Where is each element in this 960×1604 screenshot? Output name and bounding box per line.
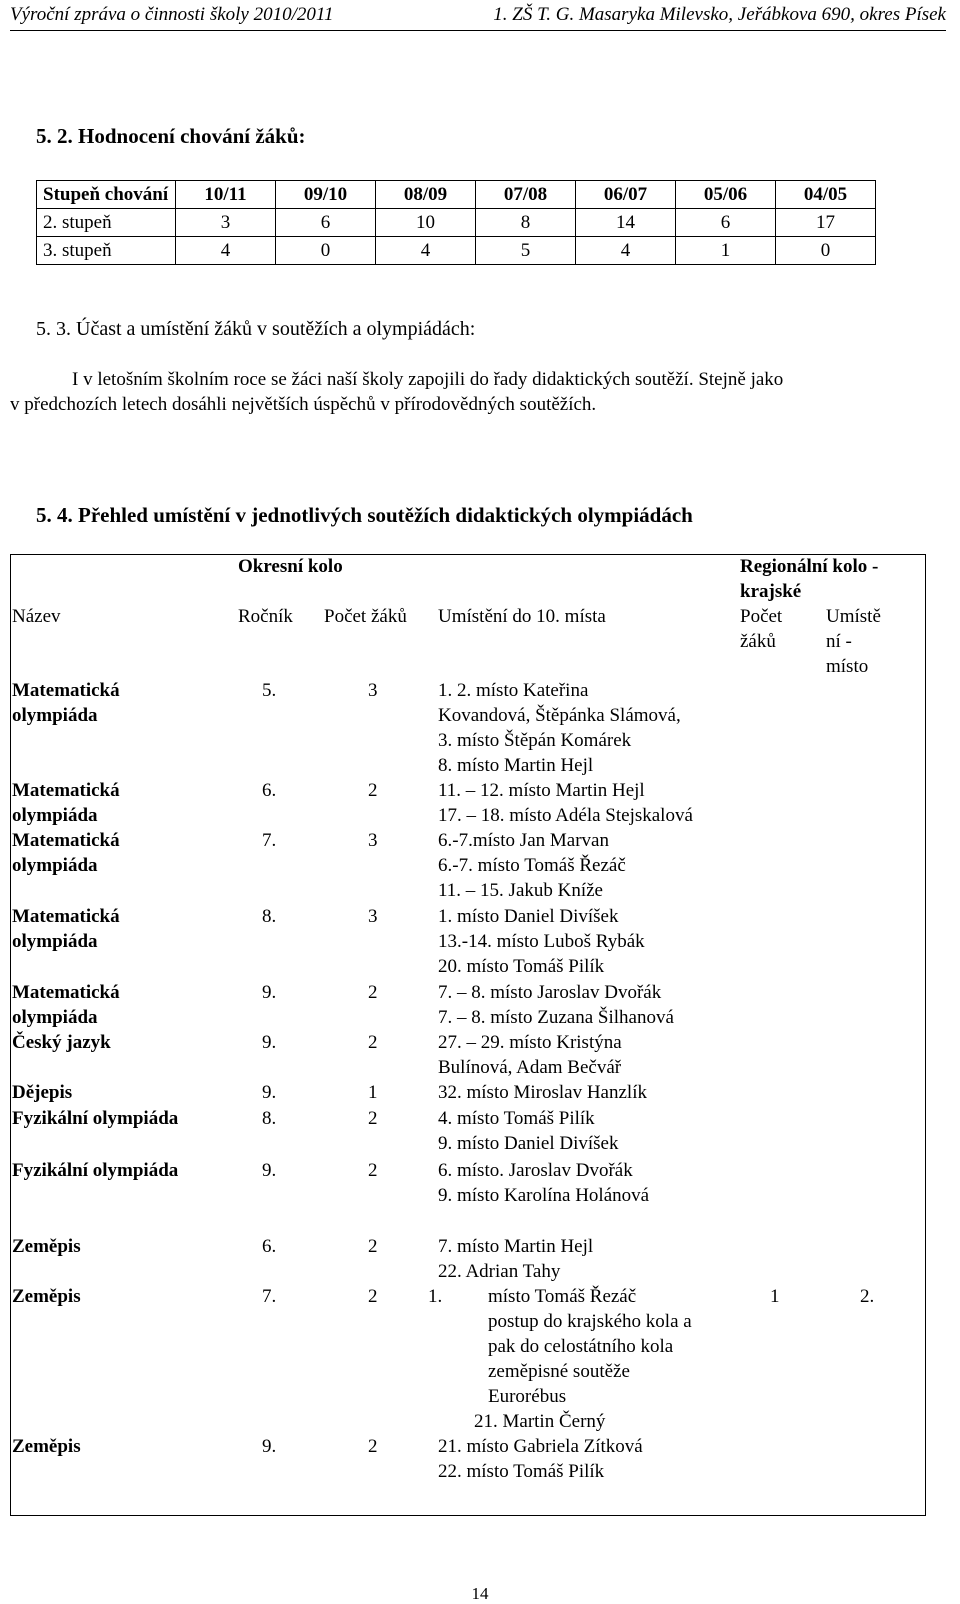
behavior-cell: 0 bbox=[276, 237, 376, 265]
col-umisteni-reg-line-2: ní - bbox=[826, 631, 852, 652]
header-rule bbox=[10, 30, 946, 31]
row-grade: 7. bbox=[262, 830, 277, 851]
behavior-col-5: 06/07 bbox=[576, 181, 676, 209]
row-count: 2 bbox=[368, 1236, 378, 1257]
row-placement: 6. místo. Jaroslav Dvořák 9. místo Karolína Holánová bbox=[438, 1160, 650, 1206]
row-name: Matematická olympiáda bbox=[12, 830, 120, 876]
behavior-col-6: 05/06 bbox=[676, 181, 776, 209]
behavior-col-0: Stupeň chování bbox=[37, 181, 176, 209]
section-52-title: 5. 2. Hodnocení chování žáků: bbox=[36, 124, 306, 148]
section-53-line-2: v předchozích letech dosáhli největších úspěchů v přírodovědných soutěžích. bbox=[10, 394, 597, 415]
row-count: 2 bbox=[368, 1108, 378, 1129]
row-count: 2 bbox=[368, 780, 378, 801]
group-okresni-kolo: Okresní kolo bbox=[238, 556, 343, 577]
row-placement: 7. místo Martin Hejl 22. Adrian Tahy bbox=[438, 1236, 594, 1282]
behavior-cell: 4 bbox=[576, 237, 676, 265]
row-grade: 7. bbox=[262, 1286, 277, 1307]
row-count: 2 bbox=[368, 1436, 378, 1457]
header-left: Výroční zpráva o činnosti školy 2010/2011 bbox=[10, 4, 334, 25]
behavior-table-row bbox=[37, 209, 876, 237]
section-53-title: 5. 3. Účast a umístění žáků v soutěžích a olympiádách: bbox=[36, 318, 476, 340]
col-umisteni: Umístění do 10. místa bbox=[438, 606, 606, 627]
col-umisteni-reg-line-3: místo bbox=[826, 656, 869, 677]
row-placement: 11. – 12. místo Martin Hejl 17. – 18. místo Adéla Stejskalová bbox=[438, 780, 693, 826]
behavior-cell: 3 bbox=[176, 209, 276, 237]
row-grade: 9. bbox=[262, 1160, 277, 1181]
row-name: Zeměpis bbox=[12, 1436, 81, 1457]
row-name: Český jazyk bbox=[12, 1032, 111, 1053]
header-right: 1. ZŠ T. G. Masaryka Milevsko, Jeřábkova 690, okres Písek bbox=[493, 4, 946, 25]
col-pocet-reg-line-1: Počet bbox=[740, 606, 783, 627]
behavior-cell: 1 bbox=[676, 237, 776, 265]
behavior-table bbox=[36, 180, 876, 265]
behavior-col-3: 08/09 bbox=[376, 181, 476, 209]
col-rocnik: Ročník bbox=[238, 606, 293, 627]
behavior-col-2: 09/10 bbox=[276, 181, 376, 209]
behavior-cell: 17 bbox=[776, 209, 876, 237]
row-placement-number: 1. bbox=[428, 1286, 443, 1307]
row-name: Matematická olympiáda bbox=[12, 982, 120, 1028]
row-name: Zeměpis bbox=[12, 1236, 81, 1257]
section-53-text bbox=[10, 367, 930, 417]
row-name: Dějepis bbox=[12, 1082, 73, 1103]
row-name: Fyzikální olympiáda bbox=[12, 1160, 179, 1181]
behavior-cell: 8 bbox=[476, 209, 576, 237]
col-nazev: Název bbox=[12, 606, 61, 627]
row-name: Matematická olympiáda bbox=[12, 906, 120, 952]
behavior-cell: 0 bbox=[776, 237, 876, 265]
behavior-cell: 6 bbox=[676, 209, 776, 237]
row-name: Matematická olympiáda bbox=[12, 680, 120, 726]
row-count: 2 bbox=[368, 1286, 378, 1307]
row-placement: 1. místo Daniel Divíšek 13.-14. místo Luboš Rybák 20. místo Tomáš Pilík bbox=[438, 906, 645, 977]
behavior-table-row bbox=[37, 237, 876, 265]
row-grade: 8. bbox=[262, 906, 277, 927]
row-grade: 9. bbox=[262, 1032, 277, 1053]
row-grade: 9. bbox=[262, 1436, 277, 1457]
row-count: 1 bbox=[368, 1082, 378, 1103]
group-regionalni-line-1: Regionální kolo - bbox=[740, 556, 879, 577]
page-number: 14 bbox=[471, 1584, 489, 1603]
row-grade: 6. bbox=[262, 780, 277, 801]
row-placement: 1. 2. místo Kateřina Kovandová, Štěpánka Slámová, 3. místo Štěpán Komárek 8. místo Martin Hejl bbox=[438, 680, 681, 776]
col-pocet-zaku: Počet žáků bbox=[324, 606, 407, 627]
row-placement: místo Tomáš Řezáč postup do krajského kola a pak do celostátního kola zeměpisné soutěže Eurorébus bbox=[488, 1286, 692, 1407]
row-placement: 21. místo Gabriela Zítková 22. místo Tomáš Pilík bbox=[438, 1436, 643, 1482]
row-placement: 4. místo Tomáš Pilík 9. místo Daniel Divíšek bbox=[438, 1108, 619, 1154]
row-count: 2 bbox=[368, 1032, 378, 1053]
behavior-cell: 14 bbox=[576, 209, 676, 237]
group-regionalni-line-2: krajské bbox=[740, 581, 802, 602]
row-count: 3 bbox=[368, 680, 378, 701]
row-name: Matematická olympiáda bbox=[12, 780, 120, 826]
row-count: 3 bbox=[368, 906, 378, 927]
behavior-cell: 4 bbox=[176, 237, 276, 265]
row-reg-place: 2. bbox=[860, 1286, 875, 1307]
row-grade: 6. bbox=[262, 1236, 277, 1257]
row-grade: 9. bbox=[262, 982, 277, 1003]
row-grade: 8. bbox=[262, 1108, 277, 1129]
row-name: Fyzikální olympiáda bbox=[12, 1108, 179, 1129]
behavior-cell: 5 bbox=[476, 237, 576, 265]
behavior-cell: 2. stupeň bbox=[37, 209, 176, 237]
row-grade: 5. bbox=[262, 680, 277, 701]
row-placement-extra: 21. Martin Černý bbox=[474, 1411, 606, 1432]
row-grade: 9. bbox=[262, 1082, 277, 1103]
behavior-col-7: 04/05 bbox=[776, 181, 876, 209]
row-placement: 32. místo Miroslav Hanzlík bbox=[438, 1082, 647, 1103]
competition-table bbox=[10, 554, 926, 1514]
col-pocet-reg-line-2: žáků bbox=[740, 631, 776, 652]
behavior-table-header bbox=[37, 181, 876, 209]
row-name: Zeměpis bbox=[12, 1286, 81, 1307]
col-umisteni-reg-line-1: Umístě bbox=[826, 606, 881, 627]
section-54-title: 5. 4. Přehled umístění v jednotlivých soutěžích didaktických olympiádách bbox=[36, 503, 693, 527]
behavior-col-4: 07/08 bbox=[476, 181, 576, 209]
behavior-cell: 4 bbox=[376, 237, 476, 265]
row-count: 2 bbox=[368, 982, 378, 1003]
row-count: 2 bbox=[368, 1160, 378, 1181]
behavior-cell: 3. stupeň bbox=[37, 237, 176, 265]
behavior-cell: 6 bbox=[276, 209, 376, 237]
row-placement: 6.-7.místo Jan Marvan 6.-7. místo Tomáš Řezáč 11. – 15. Jakub Kníže bbox=[438, 830, 626, 901]
row-placement: 27. – 29. místo Kristýna Bulínová, Adam Bečvář bbox=[438, 1032, 622, 1078]
row-placement: 7. – 8. místo Jaroslav Dvořák 7. – 8. místo Zuzana Šilhanová bbox=[438, 982, 674, 1028]
row-reg-count: 1 bbox=[770, 1286, 780, 1307]
row-count: 3 bbox=[368, 830, 378, 851]
behavior-cell: 10 bbox=[376, 209, 476, 237]
section-53-line-1: I v letošním školním roce se žáci naší školy zapojili do řady didaktických soutěží. Stejně jako bbox=[72, 369, 784, 390]
behavior-col-1: 10/11 bbox=[176, 181, 276, 209]
